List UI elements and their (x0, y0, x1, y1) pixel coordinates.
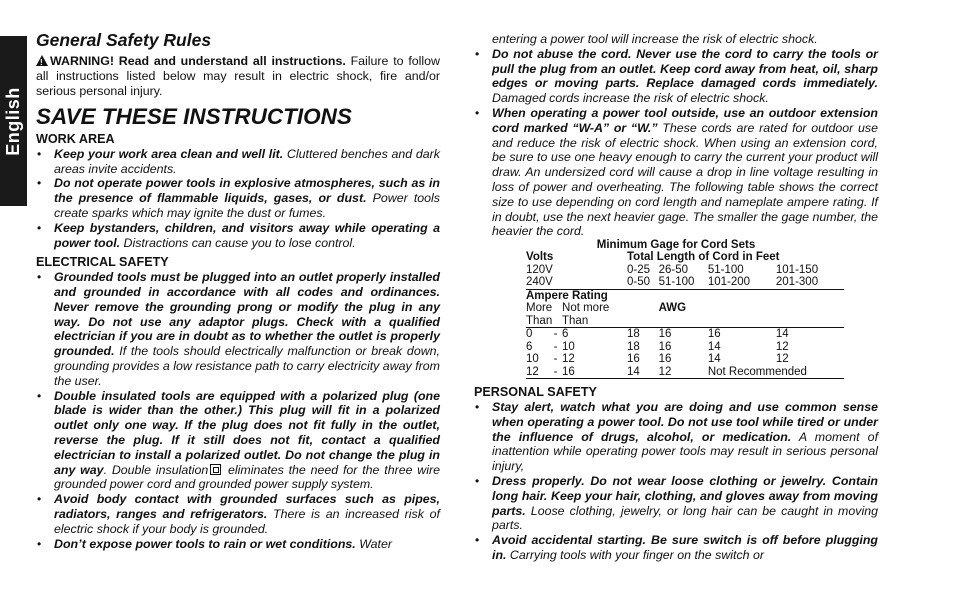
table-cell: 16 (562, 366, 627, 379)
personal-list (474, 400, 878, 563)
item-bold: Do not abuse the cord. Never use the cord to carry the tools or pull the plug from an outlet. Keep cord away from heat, oil, sharp edges or moving parts. Replace damaged cords immediately. (492, 46, 878, 91)
item-text: There is an increased risk of electric shock if your body is grounded. (54, 506, 440, 536)
table-cell: 10 (562, 340, 575, 353)
table-cell: - (553, 340, 558, 353)
section-title-general: General Safety Rules (36, 30, 212, 50)
save-instructions-title: SAVE THESE INSTRUCTIONS (36, 104, 352, 129)
electrical-list (36, 270, 440, 551)
item-bold: Double insulated tools are equipped with a polarized plug (one blade is wider than the other.) This plug will fit in a polarized outlet only one way. If the plug does not fit fully in the outlet, reverse the plug. If it still does not fit, contact a qualified electrician to install a polarized outlet. Do not change the plug in any way (54, 388, 440, 477)
item-text: If the tools should electrically malfunction or break down, grounding provides a low resistance path to carry electricity away from the user. (54, 344, 440, 388)
table-cell: 14 (627, 366, 659, 379)
table-row (526, 366, 844, 379)
left-body (36, 132, 440, 551)
gage-table (526, 251, 844, 379)
right-column (474, 32, 878, 563)
not-more-than-label: Than (562, 315, 627, 328)
not-more-than-label: Not more (562, 302, 610, 315)
table-caption: Minimum Gage for Cord Sets (596, 239, 756, 252)
warning-text: Failure to follow all instructions listed below may result in electric shock, fire and/or serious personal injury. (36, 54, 441, 98)
list-item (474, 47, 878, 106)
list-item (36, 221, 440, 251)
item-text: These cords are rated for outdoor use and reduce the risk of electric shock. When using an extension cord, be sure to use one heavy enough to carry the current your product will draw. An undersized cord will cause a drop in line voltage resulting in loss of power and overheating. The following table shows the correct size to use depending on cord length and nameplate ampere rating. If in doubt, use the next heavier gage. The smaller the gage number, the heavier the cord. (492, 120, 878, 239)
electrical-heading: ELECTRICAL SAFETY (36, 255, 169, 270)
item-bold: Don’t expose power tools to rain or wet conditions. (54, 536, 356, 551)
table-cell: 101-150 (775, 263, 819, 276)
item-bold: When operating a power tool outside, use an outdoor extension cord marked “W-A” or “W.” (492, 105, 878, 135)
continued-text: entering a power tool will increase the risk of electric shock. (492, 32, 818, 46)
table-cell: 12 (562, 353, 575, 366)
list-item (36, 389, 440, 493)
table-row (526, 328, 844, 341)
table-cell: 12 (526, 366, 554, 379)
table-cell: Not Recommended (708, 366, 844, 379)
table-cell: 201-300 (776, 276, 844, 289)
table-cell: 12 (775, 353, 789, 366)
table-cell: 16 (658, 328, 672, 341)
item-text: Loose clothing, jewelry, or long hair can be caught in moving parts. (492, 503, 878, 533)
warning-triangle-icon (36, 55, 48, 66)
table-cell: 16 (707, 328, 721, 341)
warning-bold: WARNING! Read and understand all instructions. (50, 54, 346, 68)
work-area-heading: WORK AREA (36, 132, 115, 146)
item-bold: Stay alert, watch what you are doing and use common sense when operating a power tool. Do not use tool while tired or under the influence of drugs, alcohol, or medication. (492, 399, 878, 444)
table-cell: - (554, 366, 562, 379)
list-item (36, 270, 440, 388)
item-bold: Keep bystanders, children, and visitors away while operating a power tool. (54, 220, 440, 250)
item-bold: Dress properly. Do not wear loose clothing or jewelry. Contain long hair. Keep your hair, clothing, and gloves away from moving parts. (492, 473, 878, 518)
table-cell: 6 (526, 340, 533, 353)
more-than-label: Than (526, 315, 562, 328)
table-cell: - (553, 328, 558, 341)
table-cell: 14 (707, 340, 721, 353)
list-item (474, 106, 878, 239)
item-text: Power tools create sparks which may ignite the dust or fumes. (54, 191, 440, 220)
list-item (36, 176, 440, 220)
list-item (36, 147, 440, 177)
item-bold: Do not operate power tools in explosive atmospheres, such as in the presence of flammable liquids, gases, or dust. (54, 176, 440, 206)
table-cell: 16 (658, 353, 672, 366)
table-cell: 18 (627, 340, 640, 353)
item-text: Carrying tools with your finger on the switch or (506, 547, 765, 562)
list-item (474, 474, 878, 533)
table-cell: 18 (627, 328, 640, 341)
length-header: Total Length of Cord in Feet (627, 251, 780, 264)
list-item (474, 400, 878, 474)
cord-list (474, 47, 878, 239)
table-cell: 14 (775, 328, 789, 341)
item-text: A moment of inattention while operating power tools may result in serious personal injury, (492, 429, 879, 474)
item-bold: Avoid accidental starting. Be sure switch is off before plugging in. (492, 533, 878, 562)
list-item (36, 492, 440, 536)
table-cell: 120V (526, 263, 553, 276)
list-item (474, 533, 878, 563)
volts-header: Volts (526, 251, 554, 264)
table-cell: 240V (526, 276, 627, 289)
table-cell: 101-200 (708, 276, 776, 289)
table-cell: - (553, 353, 558, 366)
table-row (526, 264, 844, 277)
item-bold: Avoid body contact with grounded surfaces such as pipes, radiators, ranges and refrigerators. (54, 492, 440, 521)
personal-heading: PERSONAL SAFETY (474, 385, 597, 400)
item-text: Damaged cords increase the risk of electric shock. (492, 91, 769, 106)
list-item (36, 537, 440, 552)
table-cell: 0-25 (627, 263, 651, 276)
table-cell: 0 (526, 328, 533, 341)
table-cell: 51-100 (707, 263, 744, 276)
table-cell: 6 (562, 328, 569, 341)
item-text: eliminates the need for the three wire grounded power cord and grounded power supply system. (54, 462, 440, 492)
item-text: Water (355, 536, 393, 551)
item-text: Cluttered benches and dark areas invite accidents. (54, 146, 440, 176)
warning-paragraph (36, 54, 440, 98)
table-cell: 26-50 (658, 263, 689, 276)
item-text: . Double insulation (103, 462, 209, 477)
table-row (526, 341, 844, 354)
item-text: Distractions can cause you to lose control. (120, 235, 356, 250)
language-tab-label-wrap (0, 36, 27, 206)
table-cell: 0-50 (627, 276, 659, 289)
language-tab-label: English (3, 86, 24, 156)
more-than-label: More (526, 302, 553, 315)
work-area-list (36, 147, 440, 251)
item-bold: Grounded tools must be plugged into an outlet properly installed and grounded in accordance with all codes and ordinances. Never remove the grounding prong or modify the plug in any way. Do not use any adaptor plugs. Check with a qualified electrician if you are in doubt as to whether the outlet is properly grounded. (54, 270, 440, 359)
table-row (526, 353, 844, 366)
awg-header: AWG (658, 302, 687, 315)
table-cell: 12 (775, 340, 789, 353)
double-insulation-icon (210, 464, 221, 475)
ampere-header: Ampere Rating (526, 289, 608, 302)
item-bold: Keep your work area clean and well lit. (54, 146, 284, 161)
table-cell: 12 (659, 366, 708, 379)
table-cell: 16 (627, 353, 640, 366)
table-row (526, 276, 844, 289)
table-cell: 51-100 (659, 276, 708, 289)
table-cell: 14 (707, 353, 721, 366)
table-cell: 10 (526, 353, 539, 366)
table-cell: 16 (658, 340, 672, 353)
